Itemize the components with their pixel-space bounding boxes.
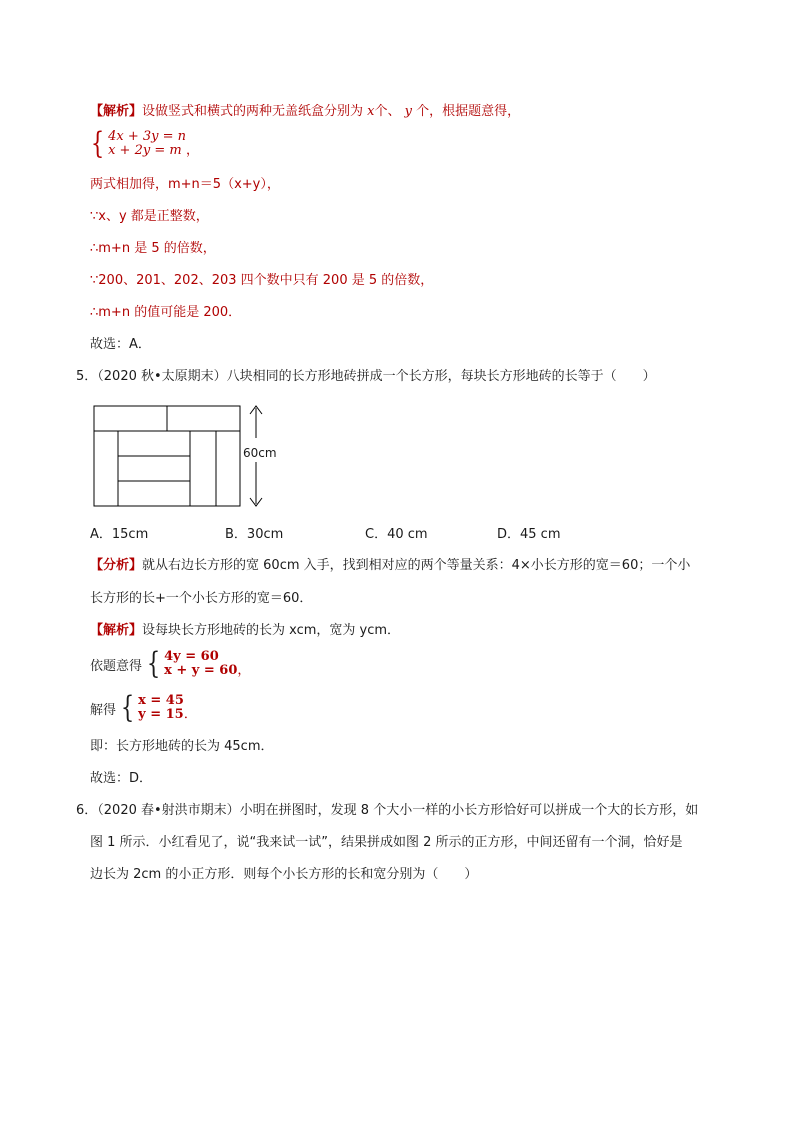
brace: { [120, 690, 135, 725]
equation-suffix: ， [186, 143, 200, 158]
option-b: B．30cm [225, 527, 284, 542]
conclusion-line: 即：长方形地砖的长为 45cm． [90, 739, 274, 754]
solution-suffix: ． [183, 707, 197, 722]
solution-lines [138, 694, 184, 722]
equation-2: x + 2y = m [108, 143, 182, 158]
solution-end-text: 个，根据题意得， [416, 104, 521, 119]
analysis-text-1: 就从右边长方形的宽 60cm 入手，找到相对应的两个等量关系：4×小长方形的宽＝60；一个小 [142, 558, 691, 573]
solution-tag: 【解析】 [90, 104, 143, 119]
brace: { [146, 646, 161, 681]
equation-system-5 [90, 646, 251, 681]
question-6-line-2: 图 1 所示．小红看见了，说“我来试一试”，结果拼成如图 2 所示的正方形，中间还留有一个洞，恰好是 [90, 835, 683, 850]
therefore-line-2: ∴m+n 的值可能是 200． [90, 305, 242, 320]
choose-line-4: 故选：A． [90, 337, 151, 352]
solution-system-5 [90, 690, 197, 725]
solution-4-intro [90, 103, 520, 121]
because-line-1: ∵x、y 都是正整数， [90, 209, 209, 224]
analysis-tag: 【分析】 [90, 558, 143, 573]
solve-prefix: 解得 [90, 702, 117, 718]
equation-prefix: 依题意得 [90, 658, 143, 674]
equation-1: 4x + 3y = n [108, 129, 186, 144]
sum-line: 两式相加得，m+n＝5（x+y）， [90, 177, 280, 192]
because-line-2: ∵200、201、202、203 四个数中只有 200 是 5 的倍数， [90, 273, 434, 288]
var-y: y [404, 104, 413, 119]
solution-tag: 【解析】 [90, 623, 143, 638]
solution-y: y = 15 [138, 707, 184, 722]
solution-x: x = 45 [138, 693, 184, 708]
question-6-line-1: 6．（2020 春•射洪市期末）小明在拼图时，发现 8 个大小一样的小长方形恰好可以拼成一个大的长方形，如 [76, 803, 699, 818]
analysis-line-2: 长方形的长+一个小长方形的宽＝60． [90, 591, 313, 606]
figure-label-text: 60cm [243, 446, 277, 460]
equation-2: x + y = 60 [164, 663, 238, 678]
question-5-stem: 5．（2020 秋•太原期末）八块相同的长方形地砖拼成一个长方形，每块长方形地砖的长等于（ ） [76, 369, 656, 384]
figure-label [243, 444, 277, 462]
equation-system-4 [88, 126, 200, 161]
equation-1: 4y = 60 [164, 649, 219, 664]
equation-suffix: ， [237, 663, 251, 678]
question-6-line-3: 边长为 2cm 的小正方形．则每个小长方形的长和宽分别为（ ） [90, 867, 478, 882]
brace: { [90, 126, 105, 161]
solution-5-intro [90, 622, 400, 640]
equation-lines [164, 650, 237, 678]
var-x: x [367, 104, 375, 119]
option-a: A．15cm [90, 527, 149, 542]
solution-mid-text: 个、 [374, 104, 401, 119]
option-d: D．45 cm [497, 527, 561, 542]
choose-line-5: 故选：D． [90, 771, 153, 786]
analysis-line-1 [90, 557, 690, 575]
solution-setup-text: 设做竖式和横式的两种无盖纸盒分别为 [142, 104, 364, 119]
solution-5-text: 设每块长方形地砖的长为 xcm，宽为 ycm． [142, 623, 401, 638]
option-c: C．40 cm [365, 527, 428, 542]
therefore-line-1: ∴m+n 是 5 的倍数， [90, 241, 216, 256]
equation-lines [108, 130, 186, 158]
